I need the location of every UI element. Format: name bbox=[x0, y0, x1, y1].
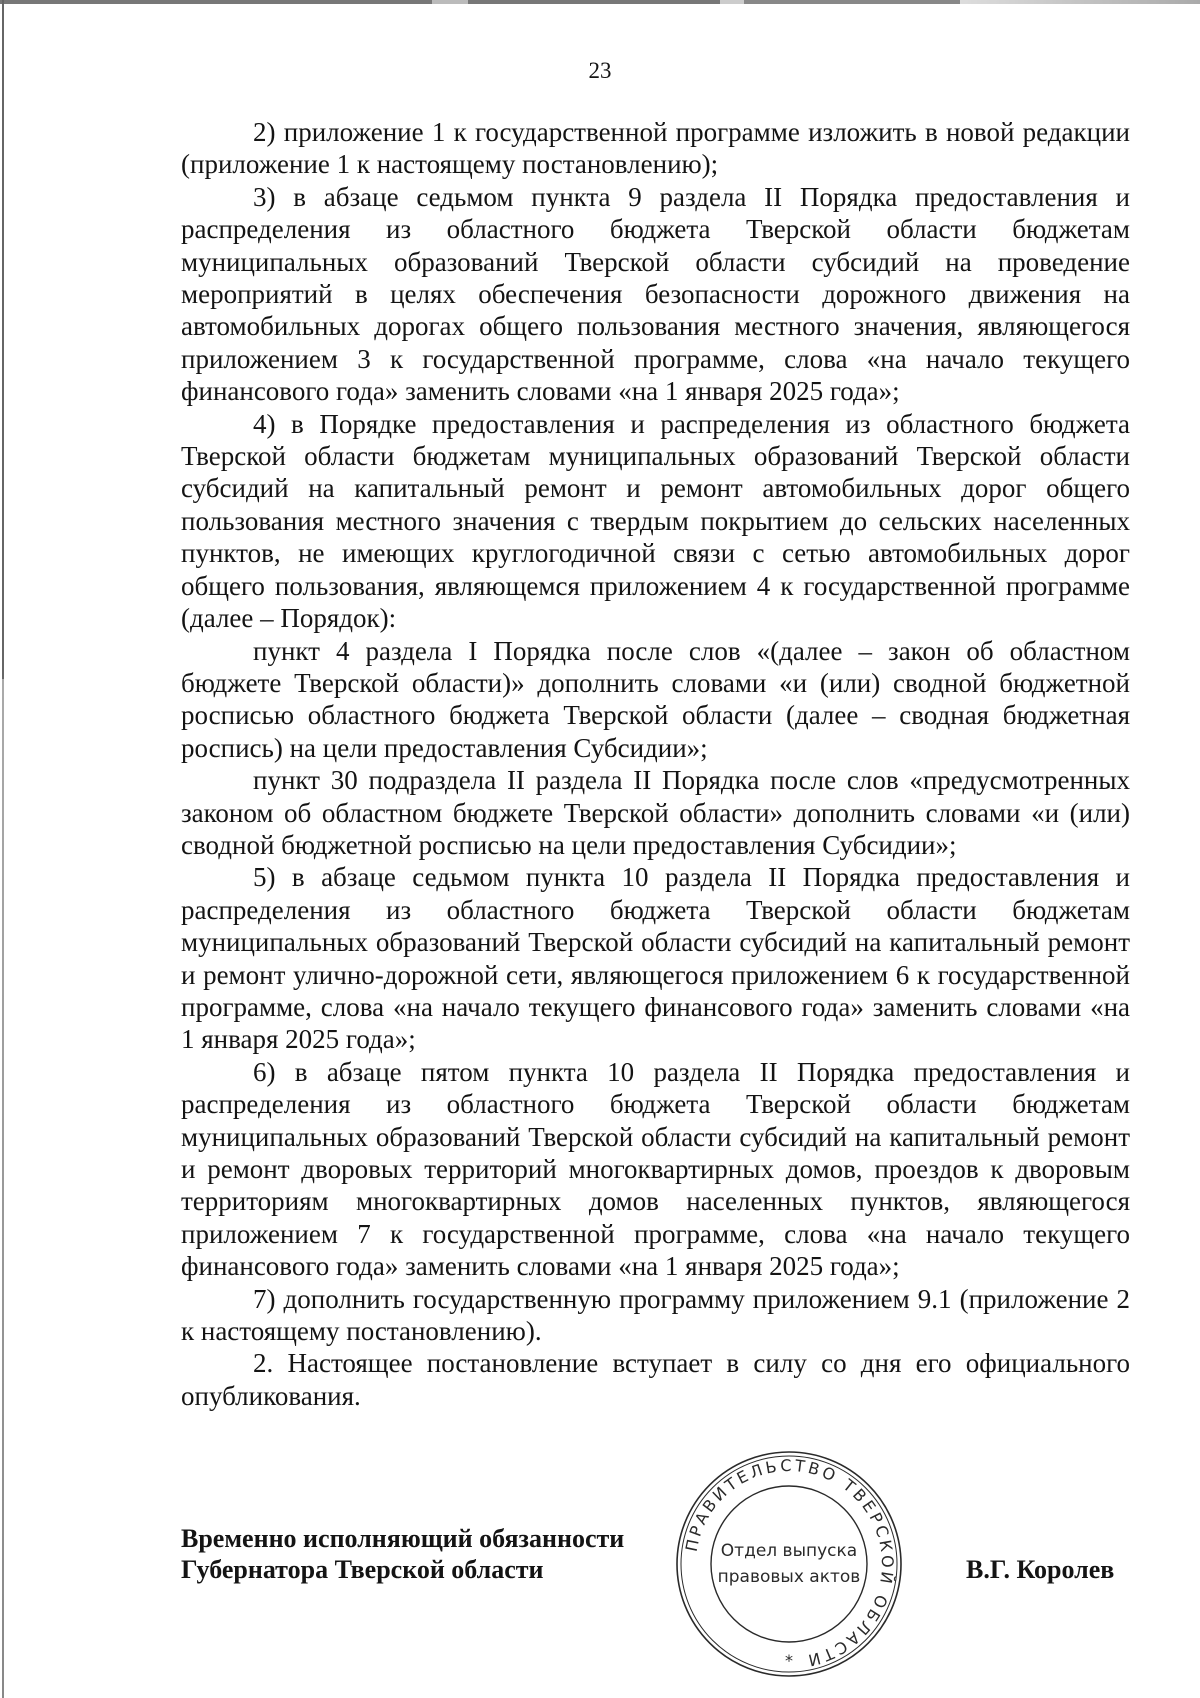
official-stamp bbox=[673, 1448, 905, 1680]
paragraph-item-4: 4) в Порядке предоставления и распределения из областного бюджета Тверской области бюджетам муниципальных образований Тверской области субсидий на капитальный ремонт и ремонт автомобильных дорог общего пользования местного значения с твердым покрытием до сельских населенных пунктов, не имеющих круглогодичной связи с сетью автомобильных дорог общего пользования, являющемся приложением 4 к государственной программе (далее – Порядок): bbox=[181, 408, 1130, 634]
stamp-ring-text: ПРАВИТЕЛЬСТВО ТВЕРСКОЙ ОБЛАСТИ bbox=[681, 1455, 898, 1671]
page-number: 23 bbox=[588, 58, 612, 83]
signatory-title-line2: Губернатора Тверской области bbox=[181, 1555, 544, 1584]
paragraph-item-2: 2) приложение 1 к государственной программе изложить в новой редакции (приложение 1 к настоящему постановлению); bbox=[181, 117, 1130, 180]
document-body bbox=[181, 116, 1130, 1412]
signatory-name: В.Г. Королев bbox=[966, 1555, 1115, 1584]
stamp-star-icon: * bbox=[785, 1651, 793, 1670]
paragraph-effective-date: 2. Настоящее постановление вступает в силу со дня его официального опубликования. bbox=[181, 1348, 1130, 1411]
paragraph-item-5: 5) в абзаце седьмом пункта 10 раздела II Порядка предоставления и распределения из областного бюджета Тверской области бюджетам муниципальных образований Тверской области субсидий на капитальный ремонт и ремонт улично-дорожной сети, являющегося приложением 6 к государственной программе, слова «на начало текущего финансового года» заменить словами «на 1 января 2025 года»; bbox=[181, 862, 1130, 1055]
signatory-title-line1: Временно исполняющий обязанности bbox=[181, 1524, 625, 1553]
scan-edge-left bbox=[2, 0, 4, 1698]
paragraph-item-3: 3) в абзаце седьмом пункта 9 раздела II Порядка предоставления и распределения из областного бюджета Тверской области бюджетам муниципальных образований Тверской области субсидий на проведение мероприятий в целях обеспечения безопасности дорожного движения на автомобильных дорогах общего пользования местного значения, являющегося приложением 3 к государственной программе, слова «на начало текущего финансового года» заменить словами «на 1 января 2025 года»; bbox=[181, 181, 1130, 407]
stamp-inner-circle bbox=[711, 1486, 867, 1642]
signatory-title bbox=[181, 1523, 624, 1585]
paragraph-item-7: 7) дополнить государственную программу приложением 9.1 (приложение 2 к настоящему постановлению). bbox=[181, 1283, 1130, 1347]
paragraph-point-4-amendment: пункт 4 раздела I Порядка после слов «(далее – закон об областном бюджете Тверской области)» дополнить словами «и (или) сводной бюджетной росписью областного бюджета Тверской области (далее – сводная бюджетная роспись) на цели предоставления Субсидии»; bbox=[181, 635, 1130, 763]
stamp-center-line1: Отдел выпуска bbox=[720, 1541, 858, 1561]
stamp-center-line2: правовых актов bbox=[717, 1567, 861, 1587]
scan-edge-top bbox=[0, 0, 1200, 4]
paragraph-point-30-amendment: пункт 30 подраздела II раздела II Порядка после слов «предусмотренных законом об областном бюджете Тверской области» дополнить словами «и (или) сводной бюджетной росписью на цели предоставления Субсидии»; bbox=[181, 765, 1130, 860]
paragraph-item-6: 6) в абзаце пятом пункта 10 раздела II Порядка предоставления и распределения из областного бюджета Тверской области бюджетам муниципальных образований Тверской области субсидий на капитальный ремонт и ремонт дворовых территорий многоквартирных домов, проездов к дворовым территориям многоквартирных домов населенных пунктов, являющегося приложением 7 к государственной программе, слова «на начало текущего финансового года» заменить словами «на 1 января 2025 года»; bbox=[181, 1056, 1130, 1282]
